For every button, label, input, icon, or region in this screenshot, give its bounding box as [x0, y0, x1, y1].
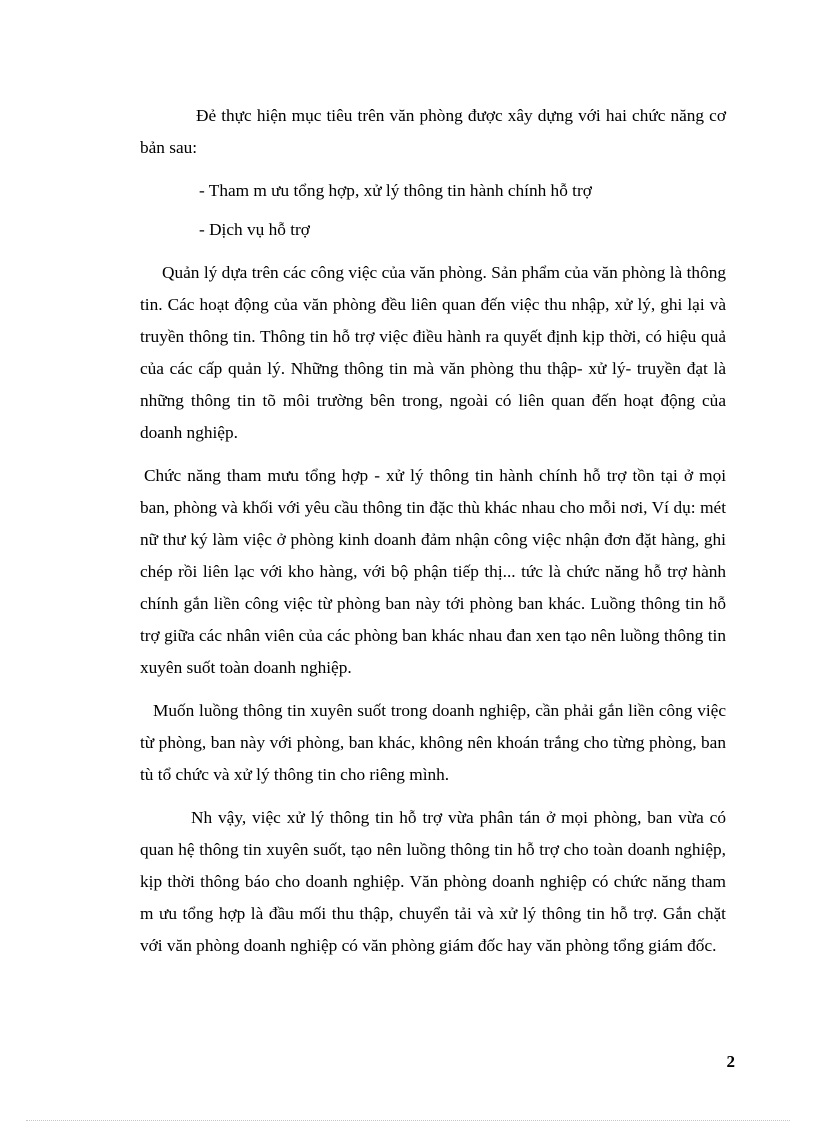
paragraph-management — [140, 257, 726, 449]
line: ở mọi ban, phòng và khối với yêu cầu thông tin đặc thù khác nhau cho mỗi — [140, 466, 727, 517]
line: phòng ban khác nhau đan xen tạo nên luồng thông tin xuyên suốt toàn — [140, 626, 726, 677]
line: này tới phòng ban khác. Luồng thông tin hỗ trợ giữa các nhân viên của các — [140, 594, 726, 645]
line: Đẻ thực hiện mục tiêu trên văn phòng được xây dựng với hai chức — [196, 106, 666, 125]
line: phòng giám đốc hay văn phòng tổng giám đốc. — [391, 936, 717, 955]
paragraph-advisory-function — [140, 460, 726, 684]
line: và xử lý thông tin hỗ trợ. Gắn chặt với văn phòng doanh nghiệp có văn — [140, 904, 726, 955]
line: việc nhận đơn đặt hàng, ghi chép rồi liên lạc với kho hàng, với bộ phận tiếp — [140, 530, 726, 581]
line: thị... tức là chức năng hỗ trợ hành chính gắn liền công việc từ phòng ban — [140, 562, 727, 613]
bullet-item-advisory — [140, 175, 726, 207]
line: công việc từ phòng, ban này với phòng, ban khác, không nên khoán trắng — [140, 701, 726, 752]
line: xử lý, ghi lại và truyền thông tin. Thông tin hỗ trợ việc điều hành ra quyết — [140, 295, 726, 346]
line: toàn doanh nghiệp, kịp thời thông báo cho doanh nghiệp. Văn phòng doanh — [140, 840, 727, 891]
line: nơi, Ví dụ: mét nữ thư ký làm việc ở phòng kinh doanh đảm nhận công — [140, 498, 727, 549]
line: nghiệp có chức năng tham m ưu tổng hợp là đầu mối thu thập, chuyển tải — [140, 872, 726, 923]
line: trong, ngoài có liên quan đến hoạt động của doanh nghiệp. — [140, 391, 726, 442]
page-bottom-divider — [26, 1120, 790, 1121]
paragraph-conclusion — [140, 802, 726, 962]
line: Nh vậy, việc xử lý thông tin hỗ trợ vừa phân tán ở mọi phòng, ban — [191, 808, 673, 827]
line: cho từng phòng, ban tù tổ chức và xử lý thông tin cho riêng mình. — [140, 733, 726, 784]
line: là thông tin. Các hoạt động của văn phòng đều liên quan đến việc thu nhập, — [140, 263, 726, 314]
line: - Tham m ưu tổng hợp, xử lý thông tin hành chính hỗ trợ — [199, 181, 592, 200]
line: - Dịch vụ hỗ trợ — [199, 220, 310, 239]
line: doanh nghiệp. — [253, 658, 352, 677]
line: phòng thu thập- xử lý- truyền đạt là những thông tin tõ môi trường bên — [140, 359, 726, 410]
page-number: 2 — [726, 1052, 735, 1071]
line: Quản lý dựa trên các công việc của văn phòng. Sản phẩm của văn phòng — [162, 263, 666, 282]
line: Muốn luồng thông tin xuyên suốt trong doanh nghiệp, cần phải gắn liền — [153, 701, 655, 720]
line: vừa có quan hệ thông tin xuyên suốt, tạo nên luồng thông tin hỗ trợ cho — [140, 808, 726, 859]
bullet-item-support-services — [140, 214, 726, 246]
line: định kịp thời, có hiệu quả của các cấp quản lý. Những thông tin mà văn — [140, 327, 727, 378]
line: năng cơ bản sau: — [140, 106, 726, 157]
paragraph-information-flow — [140, 695, 726, 791]
body-text — [140, 100, 726, 962]
line: Chức năng tham mưu tổng hợp - xử lý thông tin hành chính hỗ trợ tồn tại — [144, 466, 678, 485]
paragraph-intro — [140, 100, 726, 164]
